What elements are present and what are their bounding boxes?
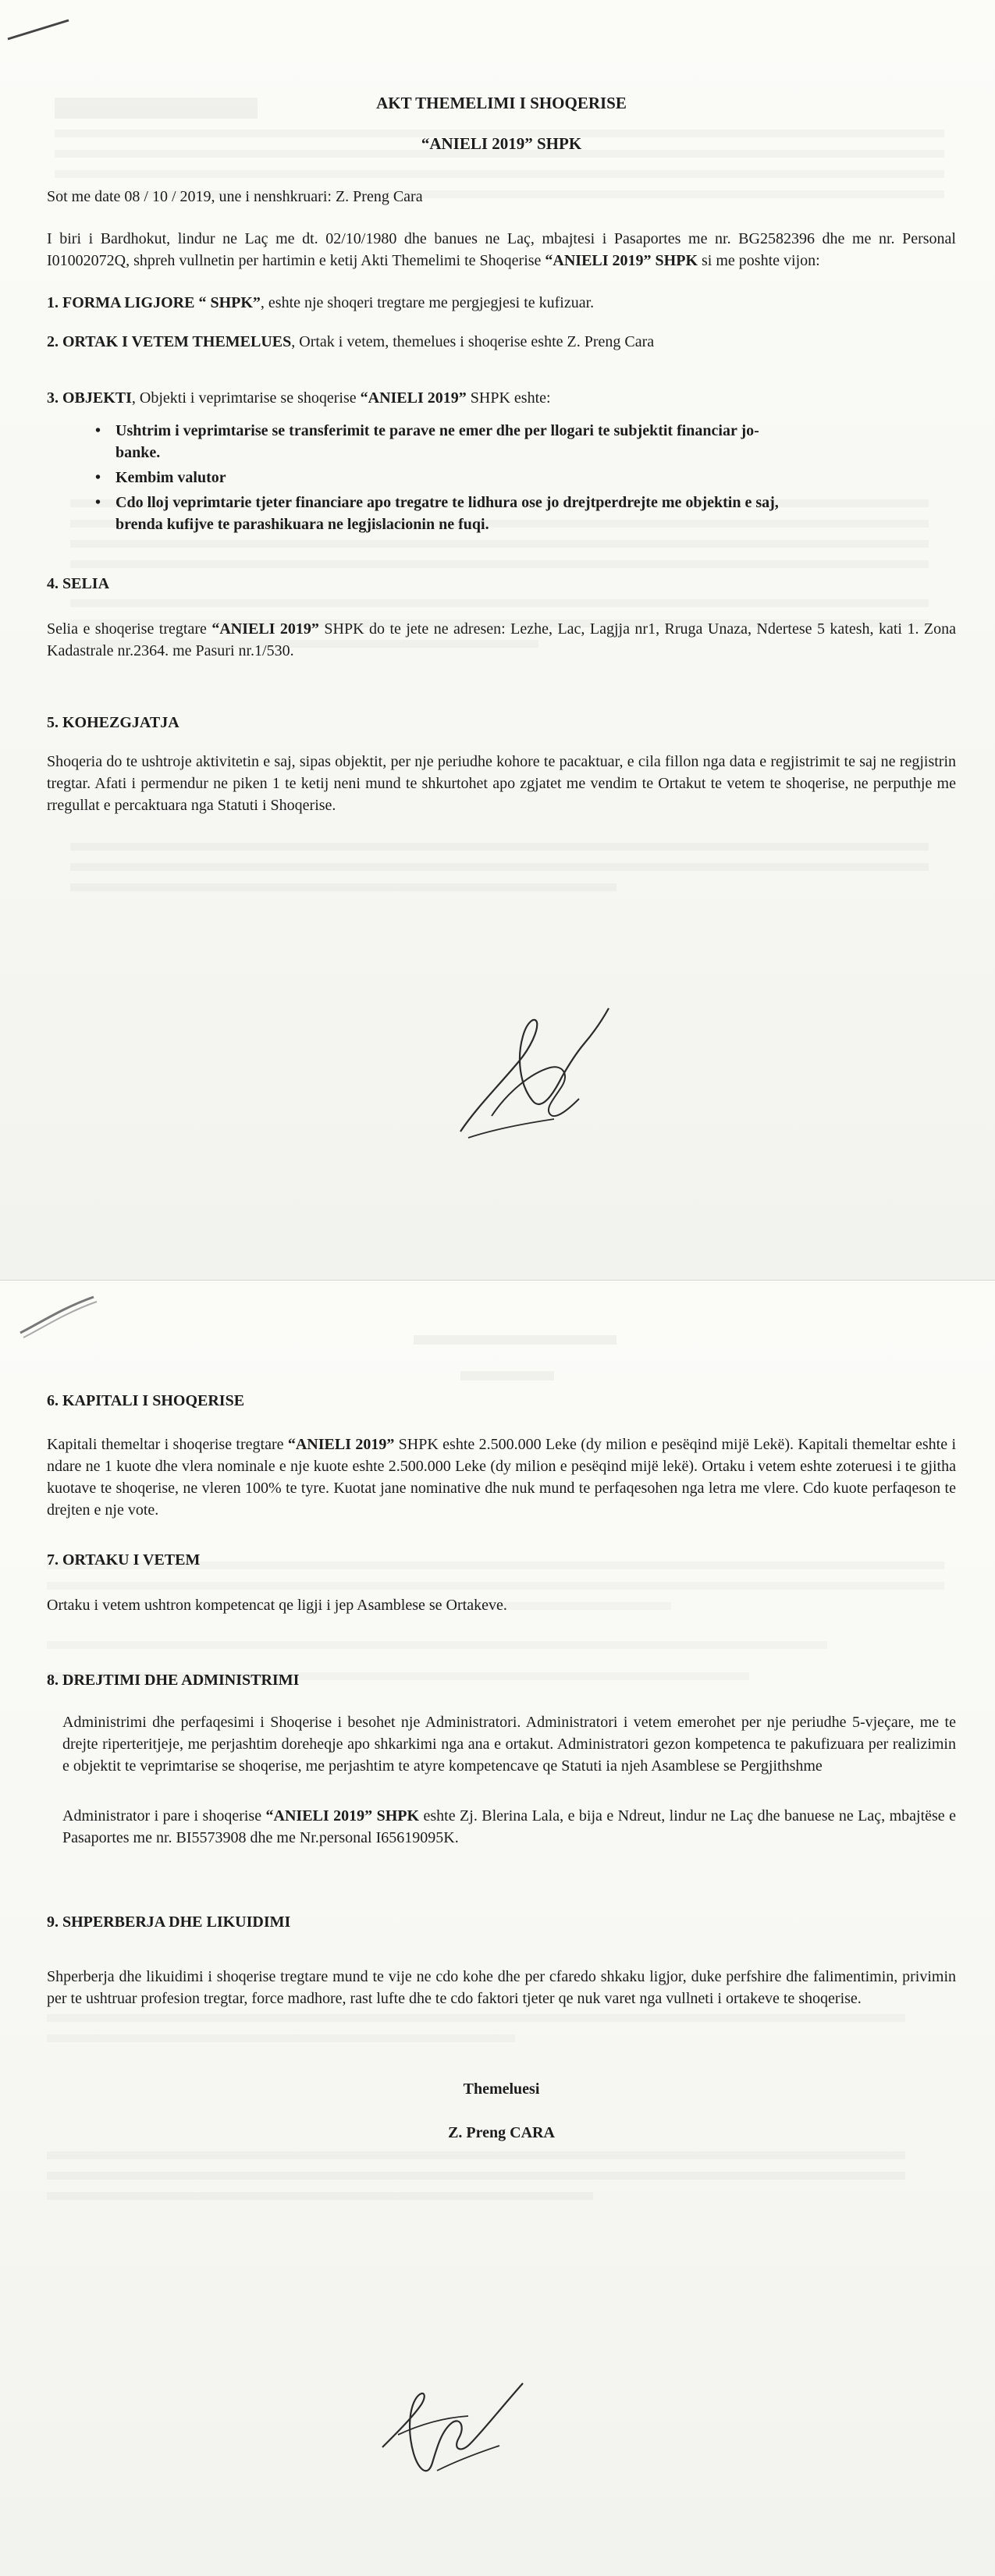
section-6-heading: 6. KAPITALI I SHOQERISE	[47, 1392, 245, 1409]
section-4-text: Selia e shoqerise tregtare “ANIELI 2019” SHPK do te jete ne adresen: Lezhe, Lac, Lagjja nr1, Rruga Unaza, Ndertese 5 katesh, kati 1. Zona Kadastrale nr.2364. me Pasuri nr.1/530.	[47, 620, 956, 659]
section-7-text: Ortaku i vetem ushtron kompetencat qe ligji i jep Asamblese se Ortakeve.	[47, 1597, 507, 1614]
section-1-heading: 1. FORMA LIGJORE “ SHPK”	[47, 294, 261, 311]
section-9-heading: 9. SHPERBERJA DHE LIKUIDIMI	[47, 1913, 291, 1931]
section-9-text: Shperberja dhe likuidimi i shoqerise tregtare mund te vije ne cdo kohe dhe per cfaredo shkaku ligjor, duke perfshire dhe falimentimin, privimin per te ushtruar profesion tregtar, force madhore, rast lufte dhe te cdo faktori tjeter qe nuk varet nga vullneti i ortakeve te shoqerise.	[47, 1968, 956, 2007]
signature-label: Themeluesi	[463, 2080, 540, 2098]
bleed-through-text	[70, 843, 944, 891]
signature-image	[367, 2361, 538, 2486]
document-page-2	[0, 1280, 995, 2576]
intro-paragraph: I biri i Bardhokut, lindur ne Laç me dt. 02/10/1980 dhe banues ne Laç, mbajtesi i Pasaportes me nr. BG2582396 dhe me nr. Personal I01002072Q, shpreh vullnetin per hartimin e ketij Akti Themelimi te Shoqerise “ANIELI 2019” SHPK si me poshte vijon:	[47, 230, 956, 269]
staple-mark	[16, 1292, 101, 1339]
objective-list	[47, 420, 956, 535]
section-4-heading: 4. SELIA	[47, 575, 110, 592]
section-5-text: Shoqeria do te ushtroje aktivitetin e saj, sipas objektit, per nje periudhe kohore te pacaktuar, e cila fillon nga data e regjistrimit te saj ne regjistrin tregtar. Afati i permendur ne piken 1 te ketij neni mund te shkurtohet apo zgjatet me vendim te Ortakut te vetem te shoqerise, ne perputhje me rregullat e percaktuara nga Statuti i Shoqerise.	[47, 753, 956, 814]
section-7-heading: 7. ORTAKU I VETEM	[47, 1551, 201, 1569]
section-2-heading: 2. ORTAK I VETEM THEMELUES	[47, 333, 292, 350]
section-2: 2. ORTAK I VETEM THEMELUES, Ortak i vetem, themelues i shoqerise eshte Z. Preng Cara	[47, 333, 655, 350]
section-5-heading: 5. KOHEZGJATJA	[47, 714, 179, 731]
company-subtitle: “ANIELI 2019” SHPK	[421, 134, 582, 153]
signature-image	[445, 999, 617, 1147]
section-8-paragraph-2: Administrator i pare i shoqerise “ANIELI 2019” SHPK eshte Zj. Blerina Lala, e bija e Ndreut, lindur ne Laç dhe banuese ne Laç, mbajtëse e Pasaportes me nr. BI5573908 dhe me Nr.personal I65619095K.	[62, 1807, 957, 1846]
section-6-text: Kapitali themeltar i shoqerise tregtare “ANIELI 2019” SHPK eshte 2.500.000 Leke (dy milion e pesëqind mijë Lekë). Kapitali themeltar eshte i ndare ne 1 kuote dhe vlera nominale e nje kuote eshte 2.500.000 Leke (dy milion e pesëqind mijë lekë). Ortaku i vetem eshte zoteruesi i te gjitha kuotave te shoqerise, ne vleren 100% te tyre. Kuotat jane nominative dhe nuk mund te perfaqesohen nga letra me vlere. Cdo kuote perfaqeson te drejten e nje vote.	[47, 1436, 956, 1519]
date-line: Sot me date 08 / 10 / 2019, une i nenshkruari: Z. Preng Cara	[47, 188, 423, 205]
section-3: 3. OBJEKTI, Objekti i veprimtarise se shoqerise “ANIELI 2019” SHPK eshte:	[47, 389, 551, 407]
section-1: 1. FORMA LIGJORE “ SHPK”, eshte nje shoqeri tregtare me pergjegjesi te kufizuar.	[47, 294, 595, 311]
bleed-through-text	[336, 1335, 726, 1380]
document-page-1	[0, 0, 995, 1280]
signatory-name: Z. Preng CARA	[448, 2124, 555, 2141]
list-item: • Ushtrim i veprimtarise se transferimit te parave ne emer dhe per llogari te subjektit financiar jo-banke.	[115, 420, 802, 464]
section-8-paragraph-1: Administrimi dhe perfaqesimi i Shoqerise i besohet nje Administratori. Administratori i vetem emerohet per nje periudhe 5-vjeçare, me te drejte riperteritjeje, me perjashtim doreheqje apo shkarkimi nga ana e ortakut. Administratori gezon kompetenca te pakufizuara per realizimin e objektit te veprimtarise se shoqerise, me perjashtim te atyre kompetencave qe Statuti ia njeh Asamblese se Pergjithshme	[62, 1714, 956, 1775]
list-item: • Kembim valutor	[115, 467, 956, 489]
list-item: • Cdo lloj veprimtarie tjeter financiare apo tregatre te lidhura ose jo drejtperdrejte me objektin e saj, brenda kufijve te parashikuara ne legjislacionin ne fuqi.	[115, 492, 802, 535]
document-title: AKT THEMELIMI I SHOQERISE	[376, 94, 627, 112]
section-3-heading: 3. OBJEKTI	[47, 389, 132, 407]
section-8-heading: 8. DREJTIMI DHE ADMINISTRIMI	[47, 1672, 300, 1689]
scan-mark	[6, 16, 76, 47]
